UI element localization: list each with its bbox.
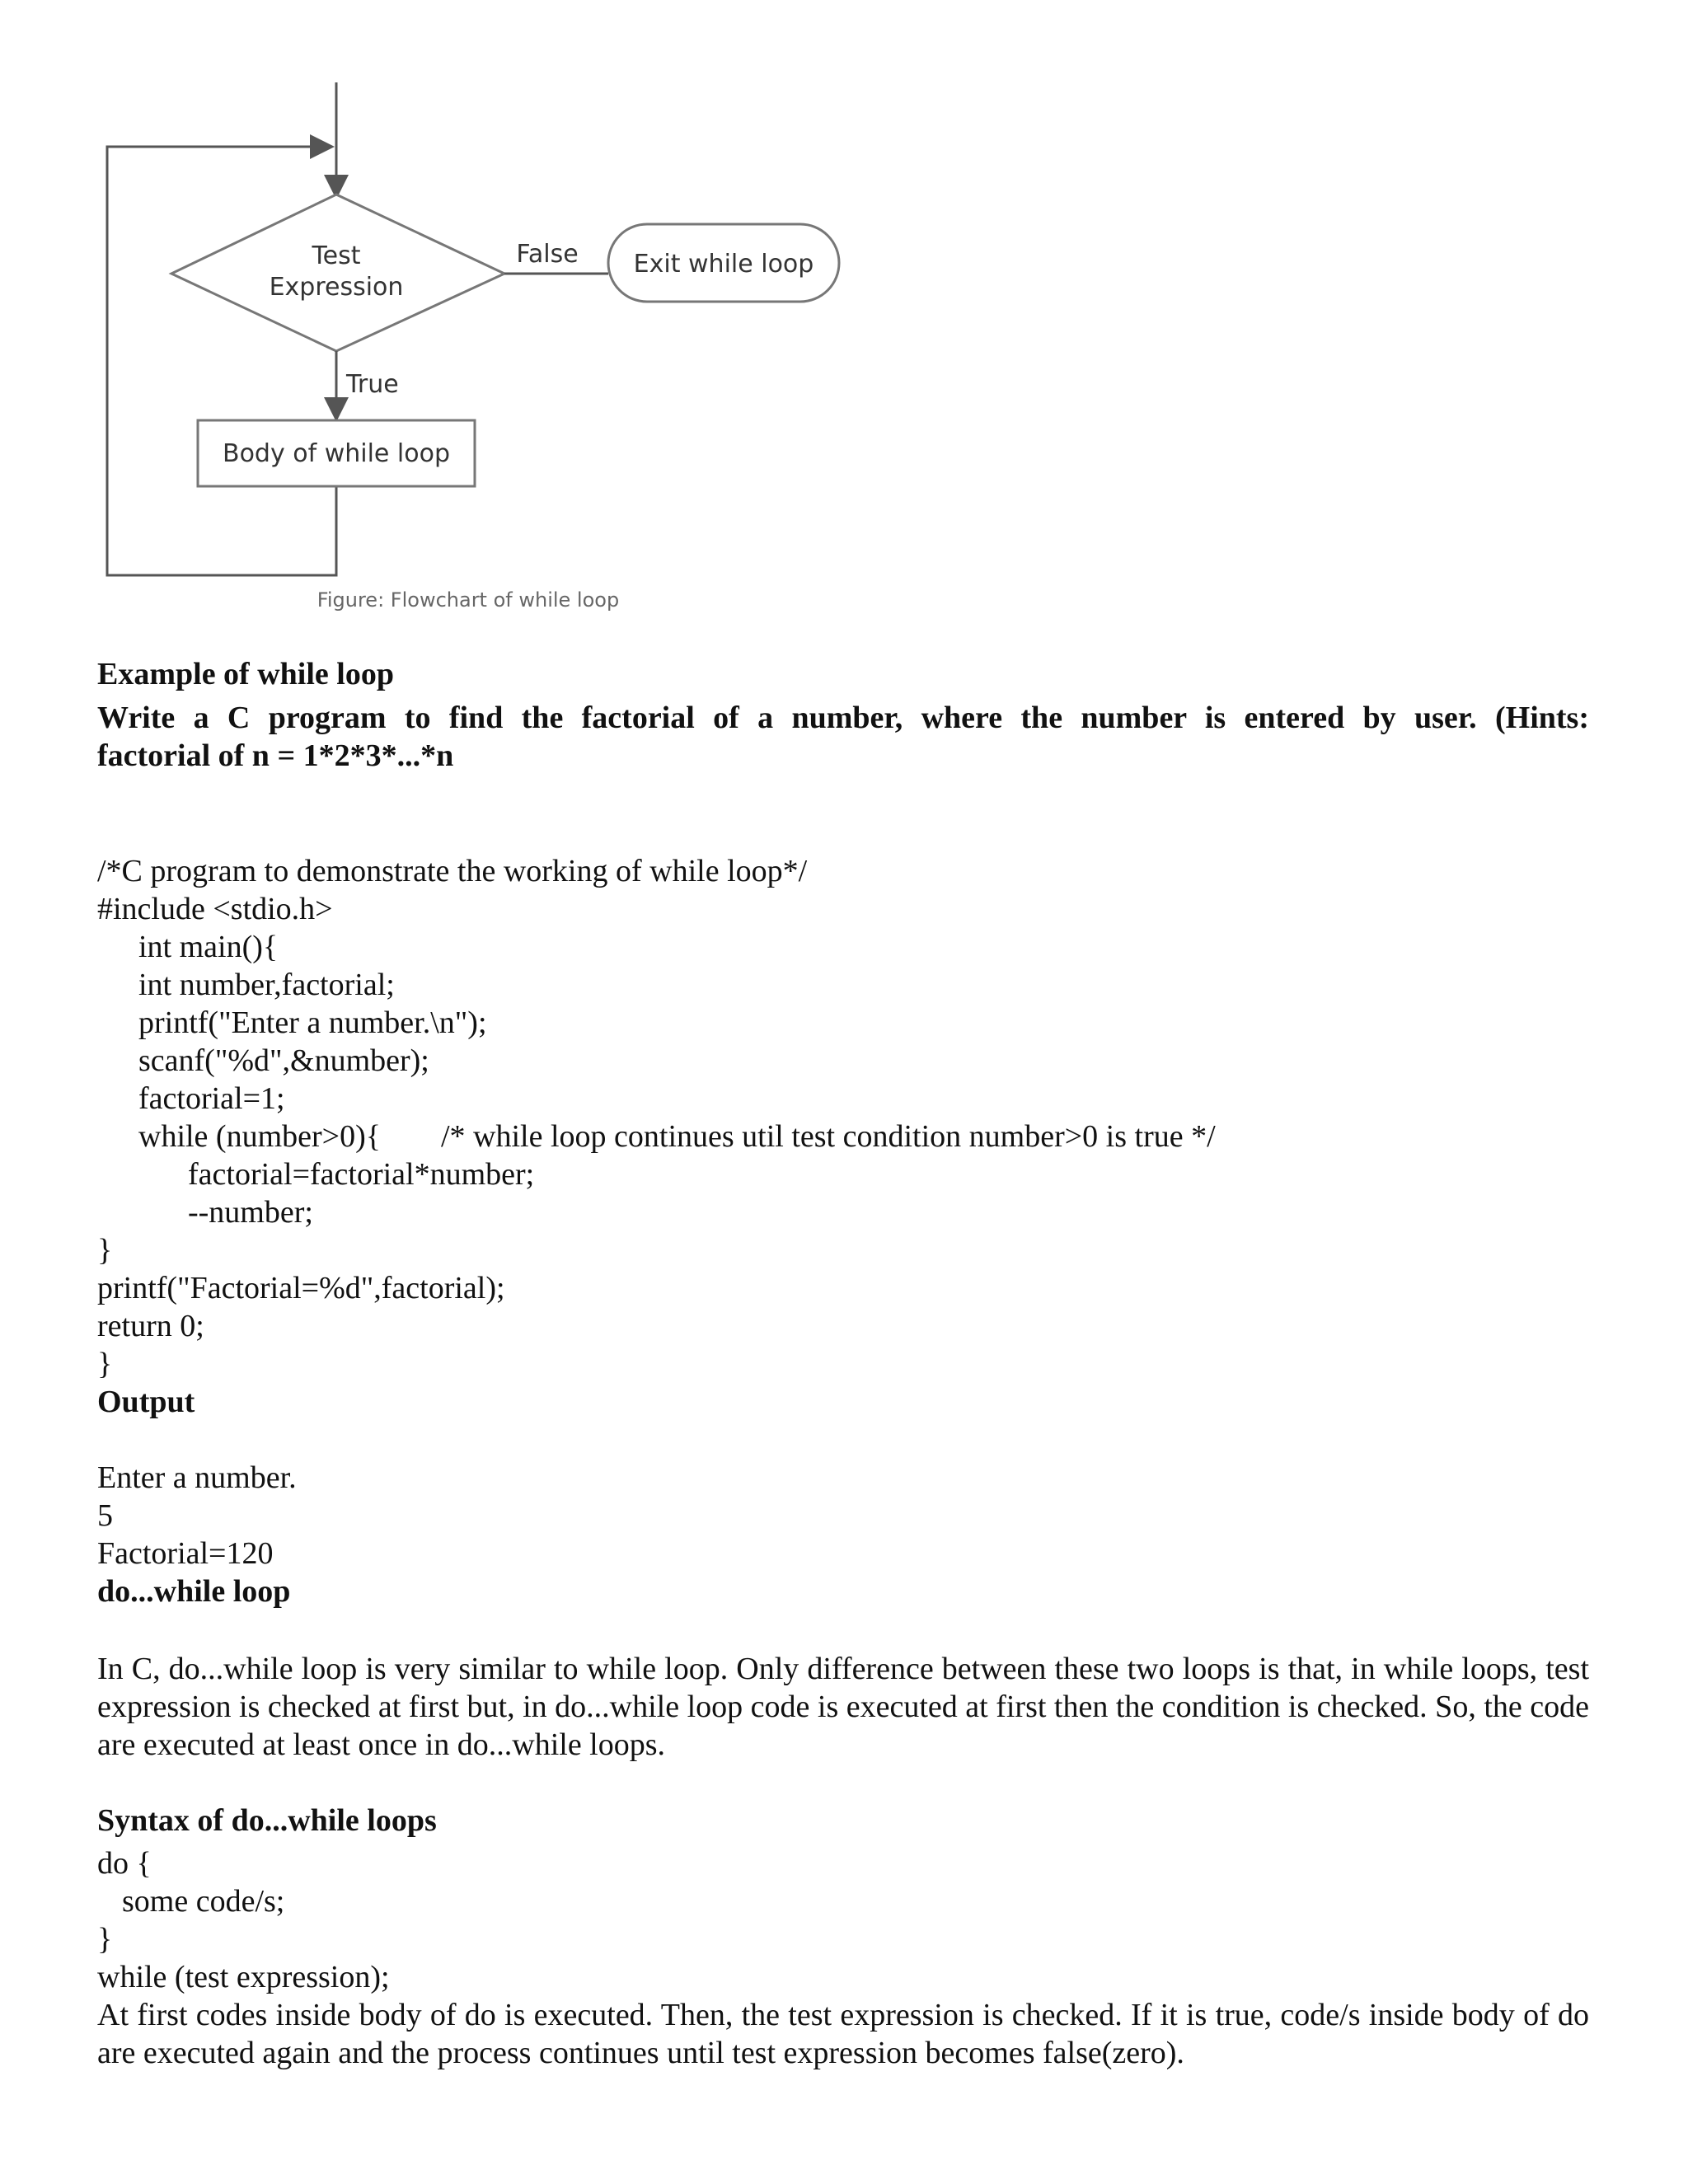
code-line: } <box>97 1233 113 1268</box>
output-line: 5 <box>97 1498 113 1533</box>
output-heading: Output <box>97 1385 195 1419</box>
do-while-explanation: At first codes inside body of do is executed. Then, the test expression is checked. If it is true, code/s inside body of do are executed again and the process continues until test expression becomes false(zero). <box>97 1998 1589 2070</box>
do-while-description: In C, do...while loop is very similar to while loop. Only difference between these two loops is that, in while loops, test expression is checked at first but, in do...while loop code is executed at first then the condition is checked. So, the code are executed at least once in do...while loops. <box>97 1652 1589 1762</box>
code-line: factorial=1; <box>138 1081 285 1116</box>
code-line: while (number>0){ <box>138 1119 381 1154</box>
output-line: Enter a number. <box>97 1460 297 1495</box>
syntax-line: while (test expression); <box>97 1960 390 1994</box>
false-label: False <box>516 240 579 269</box>
code-line: printf("Enter a number.\n"); <box>138 1005 487 1040</box>
code-line: printf("Factorial=%d",factorial); <box>97 1271 505 1305</box>
test-expression-label-1: Test <box>312 241 361 270</box>
output-line: Factorial=120 <box>97 1536 274 1571</box>
while-loop-flowchart <box>0 0 907 643</box>
code-line: factorial=factorial*number; <box>188 1157 535 1192</box>
task-line-2: factorial of n = 1*2*3*...*n <box>97 738 454 773</box>
code-line: int number,factorial; <box>138 968 395 1002</box>
task-line-1: Write a C program to find the factorial of a number, where the number is entered by user. (Hints: <box>97 701 1589 735</box>
code-line: #include <stdio.h> <box>97 892 333 926</box>
code-line: } <box>97 1347 113 1381</box>
code-line: return 0; <box>97 1309 204 1343</box>
code-line: int main(){ <box>138 930 279 964</box>
exit-label: Exit while loop <box>633 250 814 279</box>
syntax-line: do { <box>97 1846 152 1881</box>
code-line: /*C program to demonstrate the working of while loop*/ <box>97 854 808 888</box>
true-label: True <box>346 370 399 399</box>
code-comment: /* while loop continues util test condition number>0 is true */ <box>441 1119 1216 1154</box>
test-expression-label-2: Expression <box>269 273 404 302</box>
code-line: scanf("%d",&number); <box>138 1043 429 1078</box>
do-while-heading: do...while loop <box>97 1574 291 1609</box>
example-heading: Example of while loop <box>97 657 394 691</box>
syntax-heading: Syntax of do...while loops <box>97 1803 437 1838</box>
syntax-line: } <box>97 1922 113 1957</box>
code-line: --number; <box>188 1195 313 1230</box>
figure-caption: Figure: Flowchart of while loop <box>316 588 620 612</box>
syntax-line: some code/s; <box>122 1884 285 1919</box>
loop-body-label: Body of while loop <box>222 439 451 468</box>
